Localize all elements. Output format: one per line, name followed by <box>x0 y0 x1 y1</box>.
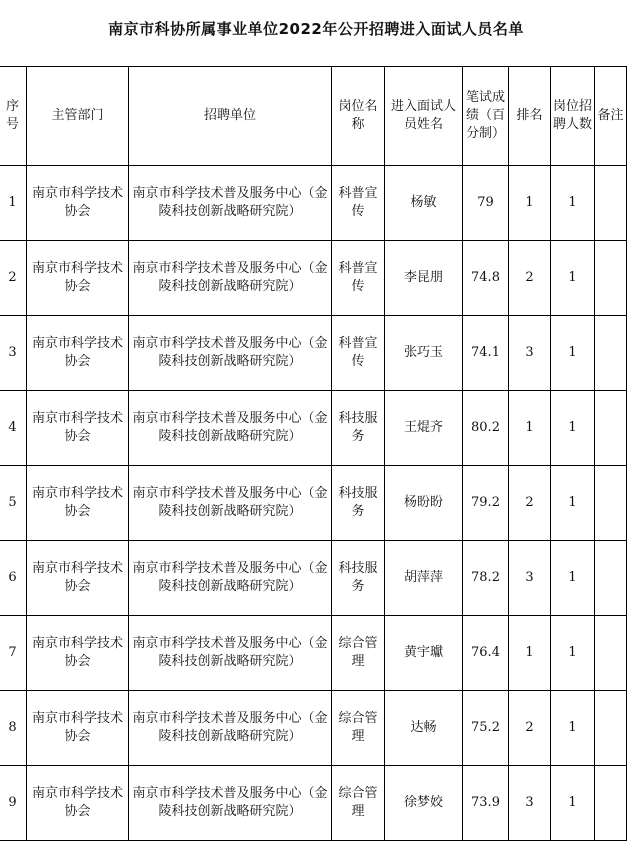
table-row <box>0 616 627 691</box>
cell-quota: 1 <box>551 391 595 466</box>
cell-dept: 南京市科学技术协会 <box>27 166 129 241</box>
cell-post: 科普宣传 <box>332 241 385 316</box>
cell-rank: 3 <box>509 316 551 391</box>
cell-post: 综合管理 <box>332 691 385 766</box>
interview-roster-table <box>0 66 627 841</box>
cell-seq: 7 <box>0 616 27 691</box>
cell-quota: 1 <box>551 466 595 541</box>
cell-name: 徐梦姣 <box>385 766 463 841</box>
cell-post: 科技服务 <box>332 466 385 541</box>
header-name: 进入面试人员姓名 <box>385 67 463 166</box>
cell-note <box>595 391 627 466</box>
cell-score: 73.9 <box>463 766 509 841</box>
cell-note <box>595 466 627 541</box>
cell-post: 科技服务 <box>332 541 385 616</box>
cell-unit: 南京市科学技术普及服务中心（金陵科技创新战略研究院） <box>129 316 332 391</box>
cell-unit: 南京市科学技术普及服务中心（金陵科技创新战略研究院） <box>129 241 332 316</box>
cell-score: 80.2 <box>463 391 509 466</box>
document-title: 南京市科协所属事业单位2022年公开招聘进入面试人员名单 <box>108 20 524 38</box>
cell-rank: 1 <box>509 166 551 241</box>
cell-name: 杨盼盼 <box>385 466 463 541</box>
cell-quota: 1 <box>551 316 595 391</box>
cell-score: 75.2 <box>463 691 509 766</box>
header-score: 笔试成绩（百分制） <box>463 67 509 166</box>
cell-dept: 南京市科学技术协会 <box>27 766 129 841</box>
cell-score: 78.2 <box>463 541 509 616</box>
cell-dept: 南京市科学技术协会 <box>27 466 129 541</box>
cell-rank: 3 <box>509 541 551 616</box>
header-note: 备注 <box>595 67 627 166</box>
table-row <box>0 541 627 616</box>
cell-name: 达畅 <box>385 691 463 766</box>
cell-note <box>595 316 627 391</box>
cell-quota: 1 <box>551 616 595 691</box>
cell-rank: 2 <box>509 691 551 766</box>
cell-seq: 3 <box>0 316 27 391</box>
cell-note <box>595 691 627 766</box>
cell-rank: 3 <box>509 766 551 841</box>
cell-note <box>595 616 627 691</box>
cell-post: 科技服务 <box>332 391 385 466</box>
header-seq: 序号 <box>0 67 27 166</box>
cell-score: 76.4 <box>463 616 509 691</box>
cell-dept: 南京市科学技术协会 <box>27 691 129 766</box>
table-row <box>0 316 627 391</box>
cell-unit: 南京市科学技术普及服务中心（金陵科技创新战略研究院） <box>129 766 332 841</box>
cell-seq: 9 <box>0 766 27 841</box>
cell-unit: 南京市科学技术普及服务中心（金陵科技创新战略研究院） <box>129 166 332 241</box>
cell-name: 杨敏 <box>385 166 463 241</box>
cell-unit: 南京市科学技术普及服务中心（金陵科技创新战略研究院） <box>129 541 332 616</box>
cell-score: 74.8 <box>463 241 509 316</box>
cell-quota: 1 <box>551 541 595 616</box>
cell-unit: 南京市科学技术普及服务中心（金陵科技创新战略研究院） <box>129 466 332 541</box>
cell-score: 74.1 <box>463 316 509 391</box>
cell-score: 79.2 <box>463 466 509 541</box>
cell-seq: 2 <box>0 241 27 316</box>
cell-seq: 8 <box>0 691 27 766</box>
cell-dept: 南京市科学技术协会 <box>27 241 129 316</box>
cell-rank: 1 <box>509 616 551 691</box>
cell-seq: 6 <box>0 541 27 616</box>
cell-post: 科普宣传 <box>332 316 385 391</box>
header-post: 岗位名称 <box>332 67 385 166</box>
header-unit: 招聘单位 <box>129 67 332 166</box>
cell-seq: 1 <box>0 166 27 241</box>
cell-rank: 2 <box>509 466 551 541</box>
cell-dept: 南京市科学技术协会 <box>27 391 129 466</box>
cell-quota: 1 <box>551 166 595 241</box>
cell-quota: 1 <box>551 241 595 316</box>
header-dept: 主管部门 <box>27 67 129 166</box>
header-rank: 排名 <box>509 67 551 166</box>
cell-quota: 1 <box>551 766 595 841</box>
cell-score: 79 <box>463 166 509 241</box>
cell-name: 王焜齐 <box>385 391 463 466</box>
cell-note <box>595 541 627 616</box>
cell-unit: 南京市科学技术普及服务中心（金陵科技创新战略研究院） <box>129 616 332 691</box>
cell-quota: 1 <box>551 691 595 766</box>
cell-post: 综合管理 <box>332 616 385 691</box>
cell-post: 综合管理 <box>332 766 385 841</box>
cell-name: 李昆朋 <box>385 241 463 316</box>
cell-name: 黄宇瓛 <box>385 616 463 691</box>
cell-dept: 南京市科学技术协会 <box>27 616 129 691</box>
table-row <box>0 391 627 466</box>
cell-unit: 南京市科学技术普及服务中心（金陵科技创新战略研究院） <box>129 391 332 466</box>
cell-dept: 南京市科学技术协会 <box>27 316 129 391</box>
cell-post: 科普宣传 <box>332 166 385 241</box>
header-quota: 岗位招聘人数 <box>551 67 595 166</box>
cell-rank: 1 <box>509 391 551 466</box>
cell-rank: 2 <box>509 241 551 316</box>
cell-note <box>595 241 627 316</box>
table-row <box>0 241 627 316</box>
cell-name: 张巧玉 <box>385 316 463 391</box>
table-row <box>0 766 627 841</box>
cell-dept: 南京市科学技术协会 <box>27 541 129 616</box>
table-row <box>0 466 627 541</box>
cell-seq: 4 <box>0 391 27 466</box>
cell-note <box>595 766 627 841</box>
cell-seq: 5 <box>0 466 27 541</box>
cell-unit: 南京市科学技术普及服务中心（金陵科技创新战略研究院） <box>129 691 332 766</box>
table-row <box>0 691 627 766</box>
table-row <box>0 166 627 241</box>
table-header-row <box>0 67 627 166</box>
cell-note <box>595 166 627 241</box>
cell-name: 胡萍萍 <box>385 541 463 616</box>
